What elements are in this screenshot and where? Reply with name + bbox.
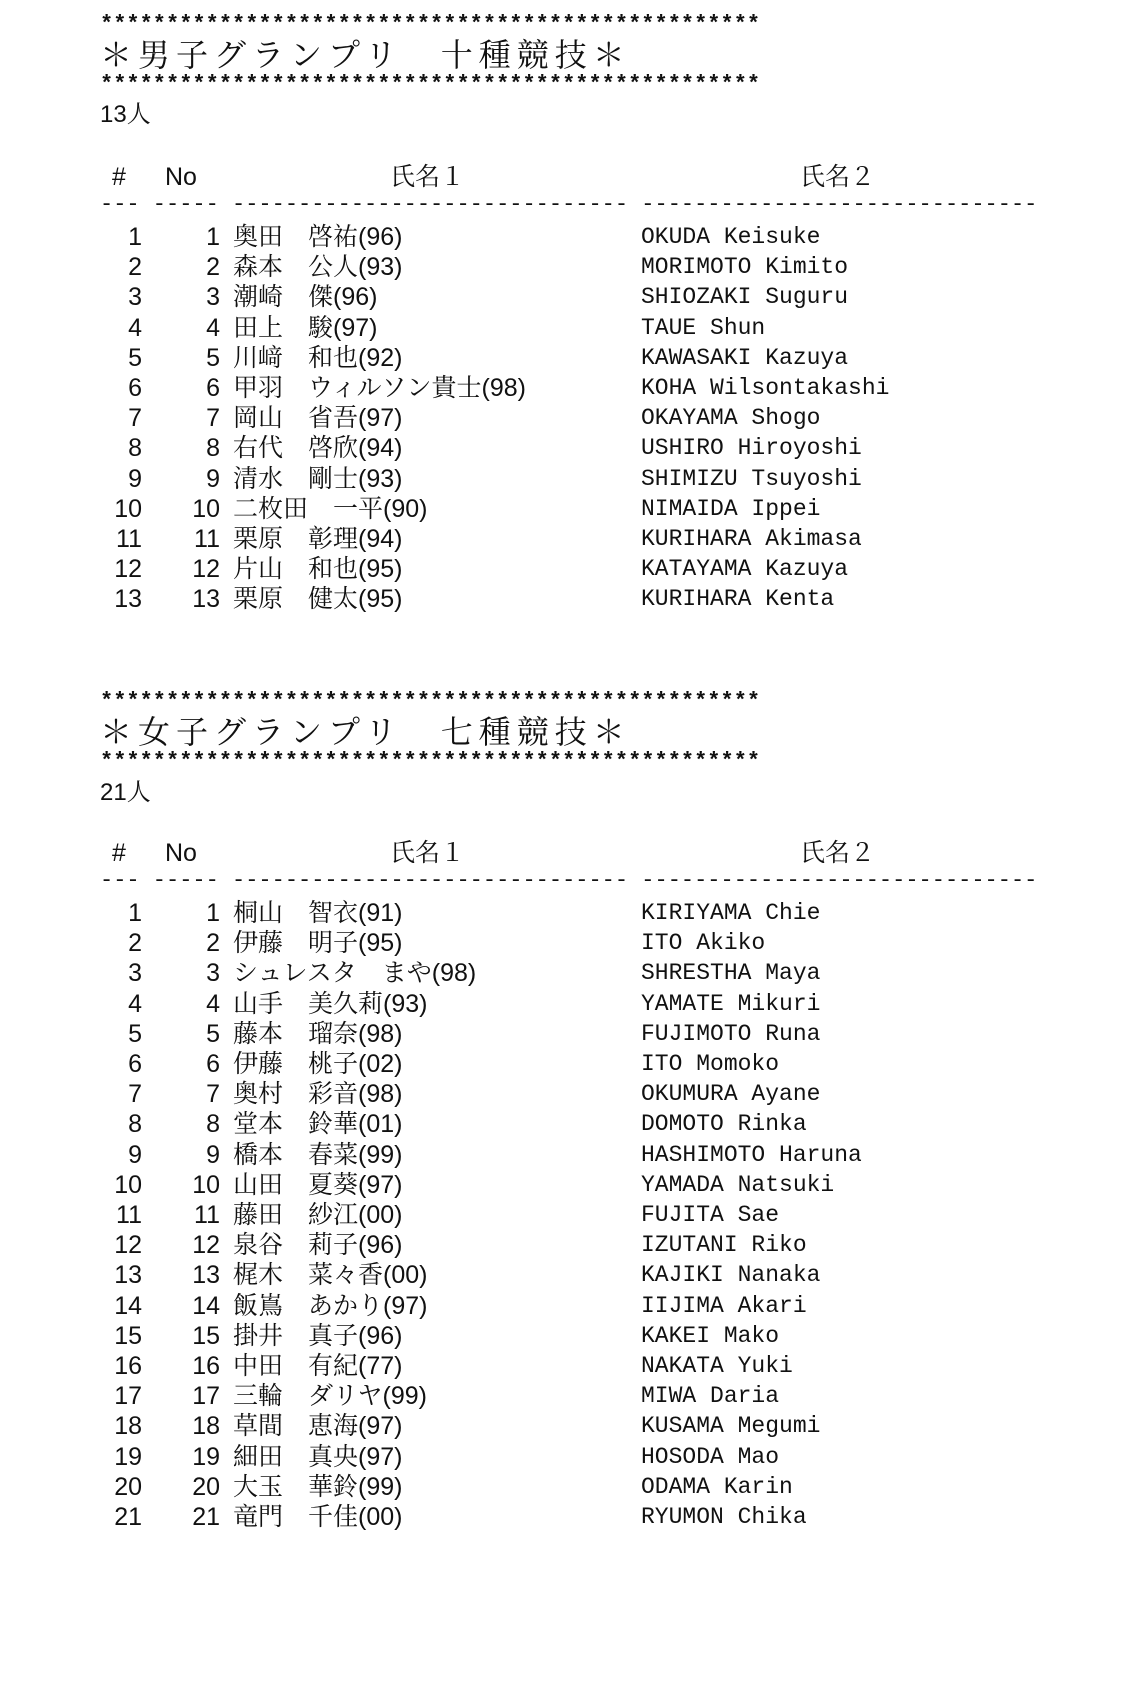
name1-cell: 伊藤 桃子(02) [233, 1050, 403, 1078]
no-cell: 2 [206, 253, 220, 282]
header-rank: # [112, 163, 126, 191]
no-cell: 19 [192, 1442, 220, 1471]
no-cell: 12 [192, 555, 220, 584]
rank-cell: 6 [128, 1050, 142, 1078]
name1-cell: 中田 有紀(77) [233, 1352, 403, 1380]
rank-cell: 20 [114, 1472, 142, 1501]
participant-count: 21人 [100, 779, 151, 806]
name1-cell: 藤田 紗江(00) [233, 1201, 403, 1229]
name1-cell: 甲羽 ウィルソン貴士(98) [233, 374, 526, 402]
rank-cell: 10 [114, 494, 142, 523]
table-row [0, 1079, 1125, 1109]
name2-cell: ODAMA Karin [641, 1473, 793, 1500]
name1-cell: 草間 恵海(97) [233, 1412, 403, 1441]
table-row [0, 1502, 1125, 1532]
header-divider: --- ----- ------------------------------ ------------------------------ [100, 868, 1038, 893]
header-name2: 氏名２ [800, 839, 876, 867]
name2-cell: KUSAMA Megumi [641, 1413, 821, 1440]
no-cell: 5 [206, 1019, 220, 1048]
rank-cell: 3 [128, 283, 142, 312]
no-cell: 3 [206, 959, 220, 988]
name2-cell: HOSODA Mao [641, 1443, 780, 1470]
name2-cell: OKAYAMA Shogo [641, 405, 821, 432]
name1-cell: 三輪 ダリヤ(99) [233, 1382, 427, 1411]
name1-cell: 細田 真央(97) [233, 1442, 403, 1471]
table-row [0, 403, 1125, 433]
rank-cell: 1 [128, 899, 142, 927]
name1-cell: 片山 和也(95) [233, 555, 403, 584]
star-border-top: ************************************************** [100, 689, 761, 714]
header-name2: 氏名２ [800, 163, 876, 191]
table-row [0, 373, 1125, 403]
table-row [0, 1230, 1125, 1260]
no-cell: 9 [206, 464, 220, 493]
rank-cell: 12 [114, 555, 142, 584]
no-cell: 11 [194, 525, 220, 553]
star-border-bottom: ************************************************** [100, 72, 761, 97]
table-row [0, 898, 1125, 928]
name2-cell: SHIOZAKI Suguru [641, 284, 849, 311]
rank-cell: 11 [116, 1201, 142, 1229]
name1-cell: 栗原 健太(95) [233, 585, 403, 614]
name2-cell: DOMOTO Rinka [641, 1111, 807, 1138]
rank-cell: 11 [116, 525, 142, 553]
table-row [0, 1170, 1125, 1200]
table-row [0, 464, 1125, 494]
rank-cell: 5 [128, 343, 142, 372]
name2-cell: ITO Akiko [641, 930, 766, 957]
rank-cell: 5 [128, 1019, 142, 1048]
name1-cell: 梶木 菜々香(00) [233, 1261, 428, 1290]
name2-cell: KOHA Wilsontakashi [641, 375, 890, 401]
table-row [0, 1321, 1125, 1351]
rank-cell: 14 [114, 1291, 142, 1320]
name1-cell: 山田 夏葵(97) [233, 1170, 403, 1199]
participant-count: 13人 [100, 101, 151, 128]
header-no: No [165, 839, 197, 867]
table-row [0, 989, 1125, 1019]
name2-cell: OKUDA Keisuke [641, 224, 821, 250]
rank-cell: 21 [114, 1503, 142, 1531]
table-row [0, 1260, 1125, 1290]
no-cell: 6 [206, 1050, 220, 1078]
header-name1: 氏名１ [390, 163, 466, 191]
table-row [0, 1442, 1125, 1472]
no-cell: 21 [192, 1503, 220, 1531]
name1-cell: 森本 公人(93) [233, 253, 403, 282]
name2-cell: FUJIMOTO Runa [641, 1020, 821, 1047]
name2-cell: FUJITA Sae [641, 1202, 780, 1228]
rank-cell: 8 [128, 434, 142, 463]
table-row [0, 1019, 1125, 1049]
table-row [0, 1472, 1125, 1502]
rank-cell: 10 [114, 1170, 142, 1199]
table-row [0, 1049, 1125, 1079]
name2-cell: MORIMOTO Kimito [641, 254, 849, 281]
rank-cell: 2 [128, 929, 142, 958]
name2-cell: RYUMON Chika [641, 1504, 807, 1530]
no-cell: 20 [192, 1472, 220, 1501]
table-row [0, 1351, 1125, 1381]
rank-cell: 6 [128, 374, 142, 402]
table-row [0, 584, 1125, 614]
name2-cell: OKUMURA Ayane [641, 1081, 821, 1108]
name2-cell: NAKATA Yuki [641, 1353, 793, 1379]
rank-cell: 4 [128, 989, 142, 1018]
name2-cell: SHRESTHA Maya [641, 960, 821, 987]
name1-cell: 山手 美久莉(93) [233, 989, 428, 1018]
table-row [0, 252, 1125, 282]
no-cell: 14 [192, 1291, 220, 1320]
table-row [0, 222, 1125, 252]
name1-cell: 大玉 華鈴(99) [233, 1472, 403, 1501]
name1-cell: 堂本 鈴華(01) [233, 1110, 403, 1139]
table-row [0, 524, 1125, 554]
name1-cell: 奥田 啓祐(96) [233, 223, 403, 251]
table-row [0, 1140, 1125, 1170]
rank-cell: 15 [114, 1321, 142, 1350]
name1-cell: 川﨑 和也(92) [233, 343, 403, 372]
no-cell: 8 [206, 1110, 220, 1139]
table-row [0, 1381, 1125, 1411]
table-row [0, 282, 1125, 312]
no-cell: 13 [192, 1261, 220, 1290]
rank-cell: 16 [114, 1352, 142, 1380]
no-cell: 4 [206, 313, 220, 342]
table-row [0, 1291, 1125, 1321]
no-cell: 17 [192, 1382, 220, 1411]
rank-cell: 3 [128, 959, 142, 988]
name1-cell: シュレスタ まや(98) [233, 959, 477, 988]
no-cell: 12 [192, 1231, 220, 1260]
no-cell: 1 [206, 899, 220, 927]
no-cell: 9 [206, 1140, 220, 1169]
no-cell: 7 [206, 404, 220, 433]
star-border-top: ************************************************** [100, 12, 761, 37]
rank-cell: 9 [128, 464, 142, 493]
name2-cell: NIMAIDA Ippei [641, 495, 821, 522]
no-cell: 7 [206, 1080, 220, 1109]
name1-cell: 竜門 千佳(00) [233, 1503, 403, 1531]
table-row [0, 433, 1125, 463]
table-row [0, 928, 1125, 958]
name2-cell: KURIHARA Kenta [641, 586, 835, 613]
table-row [0, 313, 1125, 343]
no-cell: 8 [206, 434, 220, 463]
table-row [0, 554, 1125, 584]
name2-cell: KATAYAMA Kazuya [641, 556, 849, 583]
name2-cell: IZUTANI Riko [641, 1232, 807, 1259]
no-cell: 3 [206, 283, 220, 312]
header-rank: # [112, 839, 126, 867]
name2-cell: YAMATE Mikuri [641, 990, 821, 1017]
header-name1: 氏名１ [390, 839, 466, 867]
name1-cell: 掛井 真子(96) [233, 1321, 403, 1350]
name1-cell: 桐山 智衣(91) [233, 899, 403, 927]
name2-cell: KIRIYAMA Chie [641, 900, 821, 926]
name1-cell: 泉谷 莉子(96) [233, 1231, 403, 1260]
no-cell: 16 [192, 1352, 220, 1380]
name1-cell: 飯嶌 あかり(97) [233, 1291, 428, 1320]
rank-cell: 13 [114, 585, 142, 614]
no-cell: 5 [206, 343, 220, 372]
header-divider: --- ----- ------------------------------ ------------------------------ [100, 192, 1038, 217]
no-cell: 4 [206, 989, 220, 1018]
name1-cell: 岡山 省吾(97) [233, 404, 403, 433]
name2-cell: ITO Momoko [641, 1051, 780, 1077]
section-title: ＊男子グランプリ 十種競技＊ [100, 37, 631, 73]
no-cell: 1 [206, 223, 220, 251]
no-cell: 10 [192, 1170, 220, 1199]
name1-cell: 二枚田 一平(90) [233, 494, 428, 523]
name2-cell: TAUE Shun [641, 314, 766, 341]
name1-cell: 右代 啓欣(94) [233, 434, 403, 463]
table-row [0, 1109, 1125, 1139]
name1-cell: 伊藤 明子(95) [233, 929, 403, 958]
name1-cell: 清水 剛士(93) [233, 464, 403, 493]
name1-cell: 奥村 彩音(98) [233, 1080, 403, 1109]
rank-cell: 13 [114, 1261, 142, 1290]
no-cell: 6 [206, 374, 220, 402]
rank-cell: 9 [128, 1140, 142, 1169]
name2-cell: MIWA Daria [641, 1383, 780, 1410]
name2-cell: KAWASAKI Kazuya [641, 344, 849, 371]
header-no: No [165, 163, 197, 191]
rank-cell: 4 [128, 313, 142, 342]
rank-cell: 17 [114, 1382, 142, 1411]
name2-cell: SHIMIZU Tsuyoshi [641, 465, 862, 492]
table-row [0, 958, 1125, 988]
rank-cell: 12 [114, 1231, 142, 1260]
section-title: ＊女子グランプリ 七種競技＊ [100, 714, 631, 750]
name2-cell: USHIRO Hiroyoshi [641, 435, 862, 462]
rank-cell: 1 [128, 223, 142, 251]
rank-cell: 8 [128, 1110, 142, 1139]
table-row [0, 1411, 1125, 1441]
name1-cell: 田上 駿(97) [233, 313, 378, 342]
no-cell: 2 [206, 929, 220, 958]
rank-cell: 19 [114, 1442, 142, 1471]
no-cell: 15 [192, 1321, 220, 1350]
no-cell: 11 [194, 1201, 220, 1229]
name2-cell: IIJIMA Akari [641, 1292, 807, 1319]
rank-cell: 7 [128, 404, 142, 433]
no-cell: 13 [192, 585, 220, 614]
name1-cell: 橋本 春菜(99) [233, 1140, 403, 1169]
rank-cell: 2 [128, 253, 142, 282]
star-border-bottom: ************************************************** [100, 749, 761, 774]
table-row [0, 494, 1125, 524]
name2-cell: YAMADA Natsuki [641, 1171, 835, 1198]
name2-cell: KAJIKI Nanaka [641, 1262, 821, 1289]
name2-cell: KURIHARA Akimasa [641, 526, 862, 552]
name1-cell: 藤本 瑠奈(98) [233, 1019, 403, 1048]
name2-cell: HASHIMOTO Haruna [641, 1141, 862, 1168]
rank-cell: 7 [128, 1080, 142, 1109]
rank-cell: 18 [114, 1412, 142, 1441]
table-row [0, 343, 1125, 373]
table-row [0, 1200, 1125, 1230]
name1-cell: 潮崎 傑(96) [233, 283, 378, 312]
name1-cell: 栗原 彰理(94) [233, 525, 403, 553]
no-cell: 18 [192, 1412, 220, 1441]
no-cell: 10 [192, 494, 220, 523]
name2-cell: KAKEI Mako [641, 1322, 780, 1349]
